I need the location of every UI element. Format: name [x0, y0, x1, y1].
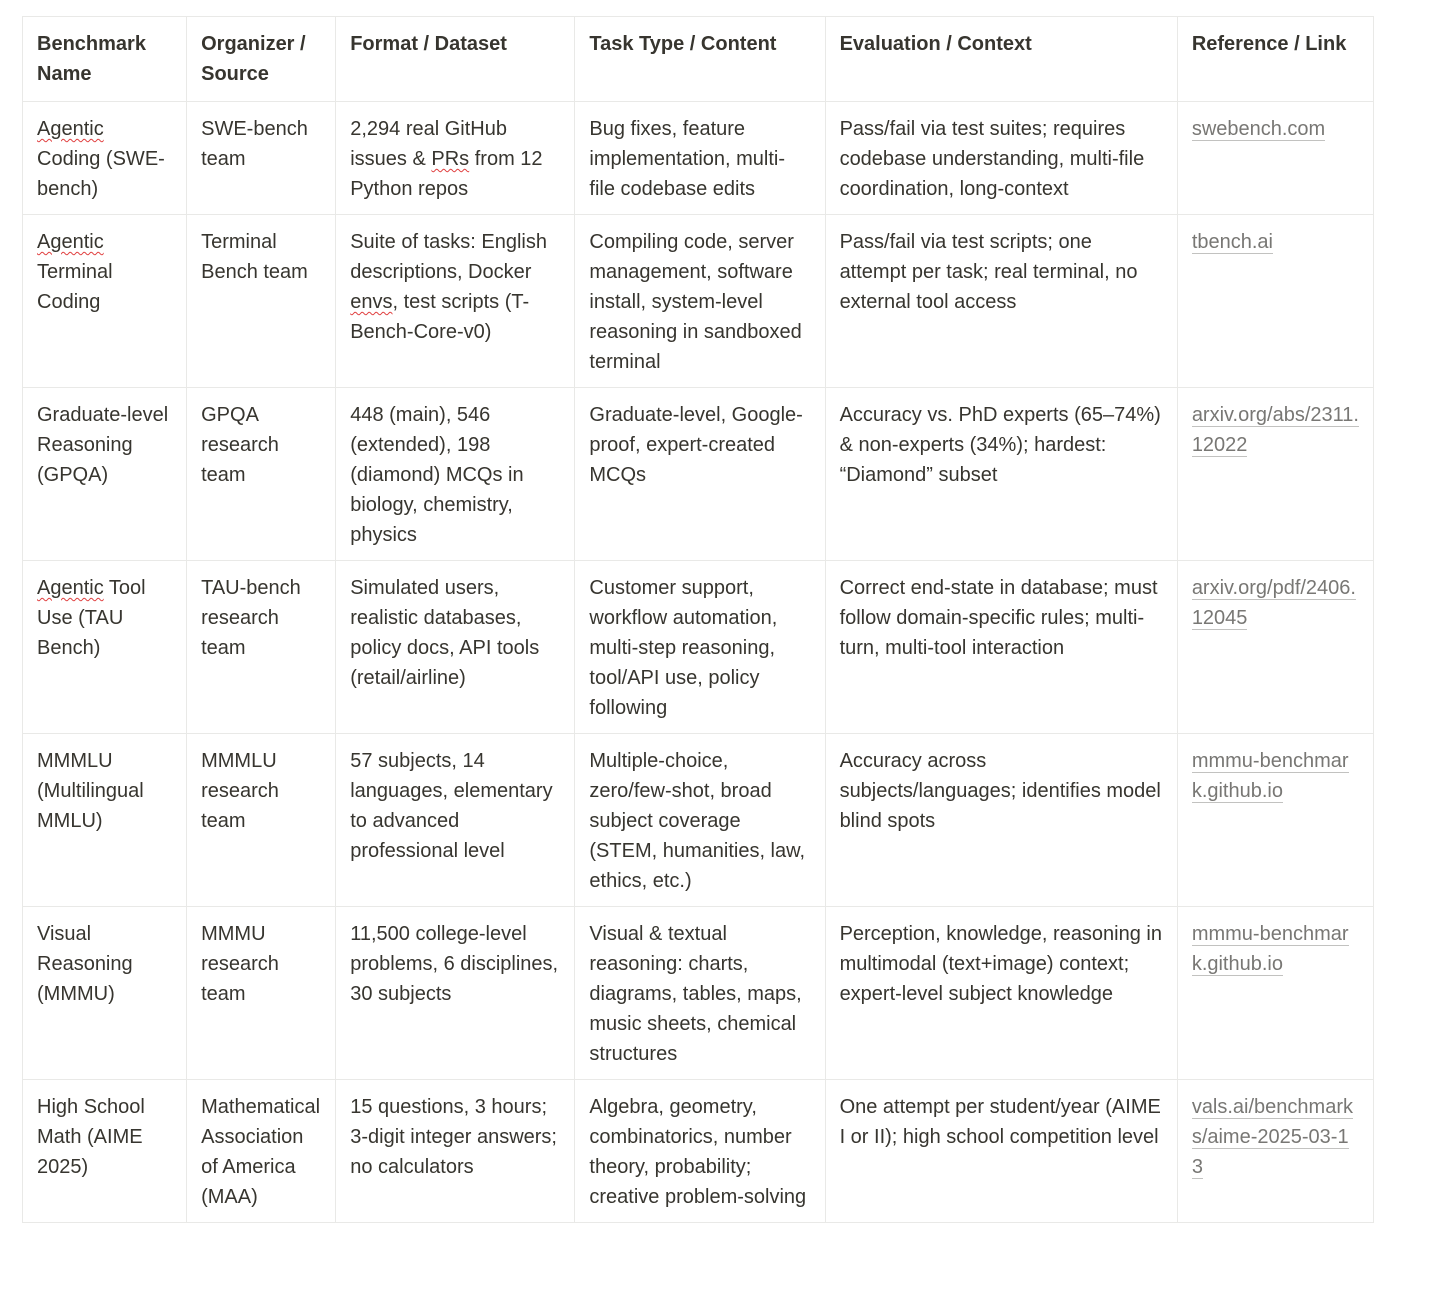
reference-link[interactable]: mmmu-benchmark.github.io: [1191, 750, 1349, 802]
format-cell: [336, 215, 575, 388]
benchmark-name-cell: Graduate-level Reasoning (GPQA): [23, 388, 187, 561]
organizer-cell: SWE-bench team: [187, 102, 336, 215]
header-evaluation: Evaluation / Context: [825, 17, 1177, 102]
reference-cell: [1177, 907, 1373, 1080]
evaluation-cell: One attempt per student/year (AIME I or II); high school competition level: [825, 1080, 1177, 1223]
benchmark-name-cell: [23, 102, 187, 215]
benchmark-name-text: Coding (SWE-bench): [37, 148, 165, 200]
table-row: [23, 388, 1374, 561]
task-cell: Graduate-level, Google-proof, expert-created MCQs: [575, 388, 825, 561]
organizer-cell: Terminal Bench team: [187, 215, 336, 388]
header-reference: Reference / Link: [1177, 17, 1373, 102]
spellcheck-word: envs: [350, 291, 393, 313]
reference-cell: [1177, 561, 1373, 734]
table-row: [23, 215, 1374, 388]
format-text: 2,294 real GitHub issues &: [350, 118, 507, 170]
table-row: [23, 1080, 1374, 1223]
format-cell: [336, 102, 575, 215]
header-format: Format / Dataset: [336, 17, 575, 102]
table-row: [23, 734, 1374, 907]
reference-cell: [1177, 102, 1373, 215]
task-cell: Visual & textual reasoning: charts, diagrams, tables, maps, music sheets, chemical structures: [575, 907, 825, 1080]
table-row: [23, 907, 1374, 1080]
benchmark-name-text: Terminal Coding: [37, 261, 113, 313]
format-cell: 11,500 college-level problems, 6 disciplines, 30 subjects: [336, 907, 575, 1080]
spellcheck-word: Agentic: [37, 118, 104, 140]
organizer-cell: GPQA research team: [187, 388, 336, 561]
format-cell: Simulated users, realistic databases, policy docs, API tools (retail/airline): [336, 561, 575, 734]
benchmark-name-cell: High School Math (AIME 2025): [23, 1080, 187, 1223]
benchmark-name-text: Tool Use (TAU Bench): [37, 577, 146, 659]
spellcheck-word: Agentic: [37, 577, 104, 599]
evaluation-cell: Accuracy across subjects/languages; identifies model blind spots: [825, 734, 1177, 907]
task-cell: Algebra, geometry, combinatorics, number theory, probability; creative problem-solving: [575, 1080, 825, 1223]
spellcheck-word: PRs: [431, 148, 470, 170]
reference-link[interactable]: arxiv.org/pdf/2406.12045: [1191, 577, 1356, 629]
format-cell: 448 (main), 546 (extended), 198 (diamond) MCQs in biology, chemistry, physics: [336, 388, 575, 561]
benchmark-table: [22, 16, 1374, 1223]
organizer-cell: MMMLU research team: [187, 734, 336, 907]
reference-cell: [1177, 215, 1373, 388]
reference-cell: [1177, 734, 1373, 907]
evaluation-cell: Accuracy vs. PhD experts (65–74%) & non-experts (34%); hardest: “Diamond” subset: [825, 388, 1177, 561]
table-row: [23, 561, 1374, 734]
format-cell: 15 questions, 3 hours; 3-digit integer answers; no calculators: [336, 1080, 575, 1223]
format-text: from 12 Python repos: [350, 148, 543, 200]
header-organizer: Organizer / Source: [187, 17, 336, 102]
header-task-type: Task Type / Content: [575, 17, 825, 102]
table-header-row: [23, 17, 1374, 102]
organizer-cell: Mathematical Association of America (MAA): [187, 1080, 336, 1223]
organizer-cell: TAU-bench research team: [187, 561, 336, 734]
benchmark-name-cell: MMMLU (Multilingual MMLU): [23, 734, 187, 907]
table-row: [23, 102, 1374, 215]
header-benchmark-name: Benchmark Name: [23, 17, 187, 102]
evaluation-cell: Perception, knowledge, reasoning in multimodal (text+image) context; expert-level subject knowledge: [825, 907, 1177, 1080]
benchmark-name-cell: Visual Reasoning (MMMU): [23, 907, 187, 1080]
reference-link[interactable]: mmmu-benchmark.github.io: [1191, 923, 1349, 975]
organizer-cell: MMMU research team: [187, 907, 336, 1080]
task-cell: Multiple-choice, zero/few-shot, broad subject coverage (STEM, humanities, law, ethics, etc.): [575, 734, 825, 907]
format-text: , test scripts (T-Bench-Core-v0): [350, 291, 530, 343]
format-cell: 57 subjects, 14 languages, elementary to advanced professional level: [336, 734, 575, 907]
reference-link[interactable]: tbench.ai: [1191, 231, 1273, 253]
benchmark-name-cell: [23, 215, 187, 388]
benchmark-name-cell: [23, 561, 187, 734]
reference-link[interactable]: vals.ai/benchmarks/aime-2025-03-13: [1191, 1096, 1353, 1178]
task-cell: Customer support, workflow automation, multi-step reasoning, tool/API use, policy following: [575, 561, 825, 734]
reference-link[interactable]: swebench.com: [1191, 118, 1326, 140]
reference-link[interactable]: arxiv.org/abs/2311.12022: [1191, 404, 1359, 456]
task-cell: Compiling code, server management, software install, system-level reasoning in sandboxed terminal: [575, 215, 825, 388]
evaluation-cell: Pass/fail via test scripts; one attempt per task; real terminal, no external tool access: [825, 215, 1177, 388]
task-cell: Bug fixes, feature implementation, multi-file codebase edits: [575, 102, 825, 215]
reference-cell: [1177, 1080, 1373, 1223]
spellcheck-word: Agentic: [37, 231, 104, 253]
reference-cell: [1177, 388, 1373, 561]
evaluation-cell: Pass/fail via test suites; requires codebase understanding, multi-file coordination, long-context: [825, 102, 1177, 215]
format-text: Suite of tasks: English descriptions, Docker: [350, 231, 547, 283]
evaluation-cell: Correct end-state in database; must follow domain-specific rules; multi-turn, multi-tool interaction: [825, 561, 1177, 734]
